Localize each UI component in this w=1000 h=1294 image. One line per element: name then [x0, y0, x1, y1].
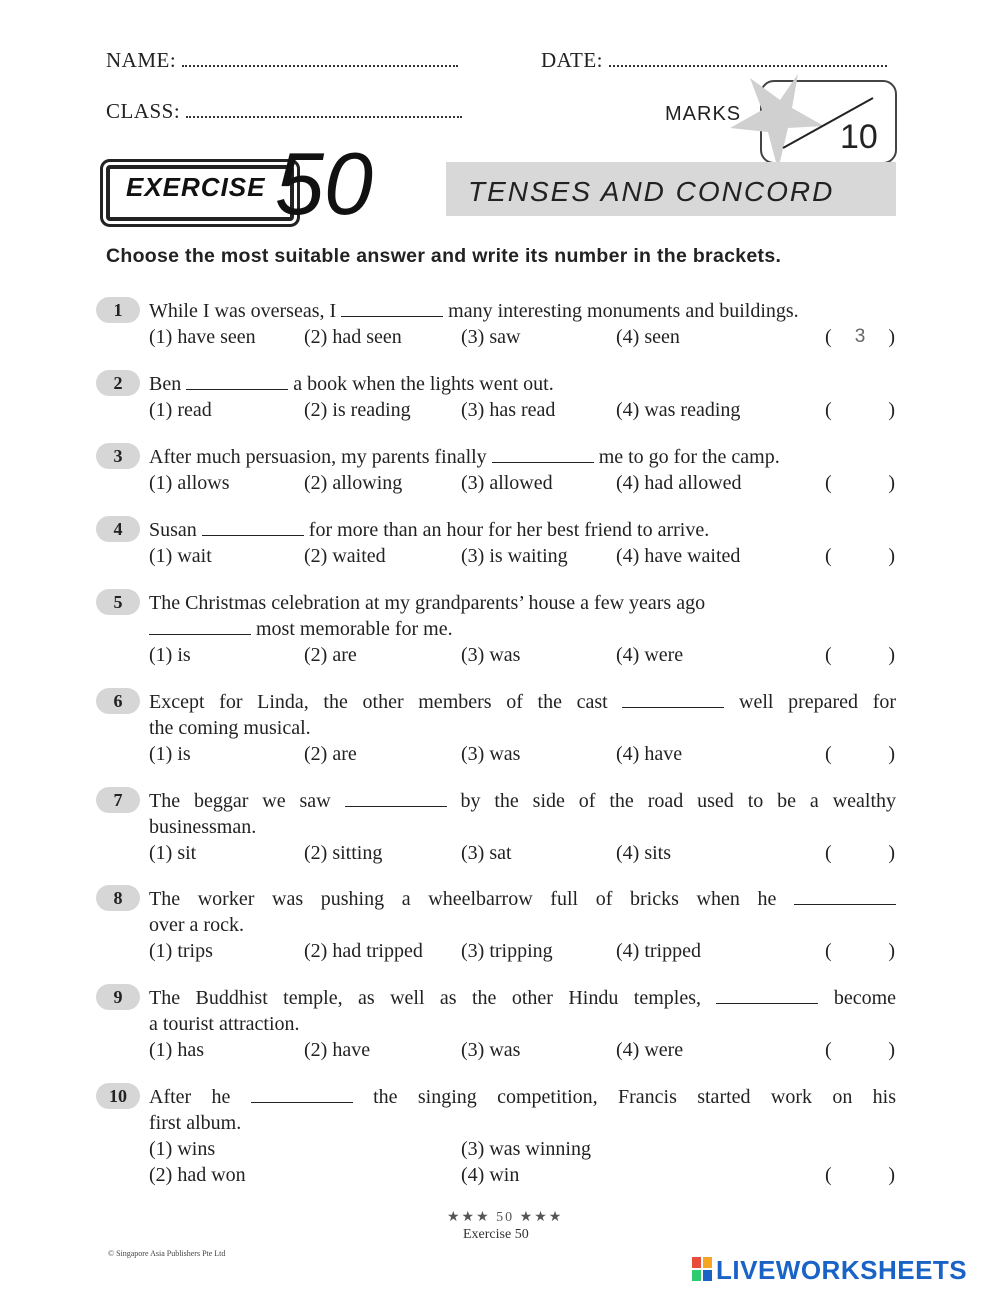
question-text-before: The Buddhist temple, as well as the other Hindu temples, [149, 987, 701, 1009]
question-number: 6 [96, 688, 140, 714]
question-text [149, 689, 896, 715]
option[interactable]: (3) was [461, 644, 521, 666]
option[interactable]: (2) had seen [304, 326, 402, 348]
question-text-after: a book when the lights went out. [293, 373, 554, 395]
option[interactable]: (3) was winning [461, 1138, 591, 1160]
question-text-before: The Christmas celebration at my grandparents’ house a few years ago [149, 592, 706, 614]
question-text-before: The beggar we saw [149, 790, 331, 812]
question-number: 3 [96, 443, 140, 469]
option[interactable]: (2) sitting [304, 842, 383, 864]
answer-blank[interactable] [492, 444, 594, 463]
instruction: Choose the most suitable answer and write its number in the brackets. [106, 245, 782, 267]
question-number: 4 [96, 516, 140, 542]
question-text [149, 371, 896, 397]
question-text-after: for more than an hour for her best friend to arrive. [308, 519, 710, 541]
question-number: 1 [96, 297, 140, 323]
question-text [149, 985, 896, 1011]
option[interactable]: (2) have [304, 1039, 371, 1061]
date-field [541, 48, 887, 73]
option[interactable]: (2) waited [304, 545, 386, 567]
option[interactable]: (4) win [461, 1164, 520, 1186]
option[interactable]: (3) sat [461, 842, 512, 864]
answer-blank[interactable] [622, 689, 724, 708]
answer-blank[interactable] [202, 517, 304, 536]
option[interactable]: (1) have seen [149, 326, 256, 348]
answer-blank[interactable] [345, 788, 447, 807]
option[interactable]: (4) seen [616, 326, 680, 348]
date-label: DATE: [541, 48, 603, 72]
option[interactable]: (1) allows [149, 472, 230, 494]
question-text-after: well prepared for [739, 691, 897, 713]
option[interactable]: (2) had tripped [304, 940, 423, 962]
marks-total: 10 [840, 118, 878, 156]
option[interactable]: (2) are [304, 644, 357, 666]
answer-blank[interactable] [186, 371, 288, 390]
question-text [149, 788, 896, 814]
option[interactable]: (4) sits [616, 842, 671, 864]
answer-blank[interactable] [716, 985, 818, 1004]
class-field [106, 99, 462, 124]
answer-blank[interactable] [341, 298, 443, 317]
question-text-before: Ben [149, 373, 182, 395]
question-text [149, 886, 896, 912]
option[interactable]: (4) was reading [616, 399, 741, 421]
marks-label: MARKS [665, 103, 742, 125]
option[interactable]: (2) is reading [304, 399, 411, 421]
class-label: CLASS: [106, 99, 181, 123]
option[interactable]: (4) had allowed [616, 472, 742, 494]
option[interactable]: (4) were [616, 644, 684, 666]
option[interactable]: (3) was [461, 1039, 521, 1061]
question-number: 10 [96, 1083, 140, 1109]
option[interactable]: (3) saw [461, 326, 521, 348]
question-number: 2 [96, 370, 140, 396]
question-text [149, 298, 896, 324]
option[interactable]: (4) were [616, 1039, 684, 1061]
footer-page-stars: ★★★ 50 ★★★ [447, 1210, 564, 1225]
question-text [149, 590, 896, 642]
question-text-before: After he [149, 1086, 231, 1108]
option[interactable]: (3) is waiting [461, 545, 568, 567]
name-field [106, 48, 458, 73]
option[interactable]: (2) allowing [304, 472, 403, 494]
option[interactable]: (4) tripped [616, 940, 701, 962]
question-text-line2: over a rock. [149, 914, 244, 936]
name-line[interactable] [182, 51, 458, 67]
option[interactable]: (2) are [304, 743, 357, 765]
question-number: 5 [96, 589, 140, 615]
question-text-line2: the coming musical. [149, 717, 311, 739]
option[interactable]: (1) trips [149, 940, 213, 962]
option[interactable]: (3) allowed [461, 472, 553, 494]
question-text-before: While I was overseas, I [149, 300, 337, 322]
topic-title: TENSES AND CONCORD [468, 176, 835, 207]
question-number: 9 [96, 984, 140, 1010]
question-text-before: After much persuasion, my parents finally [149, 446, 487, 468]
question-text-after: me to go for the camp. [598, 446, 780, 468]
question-text-after: most memorable for me. [256, 618, 453, 640]
name-label: NAME: [106, 48, 177, 72]
question-number: 8 [96, 885, 140, 911]
option[interactable]: (4) have waited [616, 545, 741, 567]
question-text-after: the singing competition, Francis started work on his [373, 1086, 897, 1108]
option[interactable]: (1) wait [149, 545, 212, 567]
question-text-after: many interesting monuments and buildings. [448, 300, 799, 322]
option[interactable]: (3) tripping [461, 940, 553, 962]
option[interactable]: (3) has read [461, 399, 556, 421]
question-text-before: Susan [149, 519, 197, 541]
option[interactable]: (1) sit [149, 842, 197, 864]
question-text-after: by the side of the road used to be a wealthy [460, 790, 897, 812]
option[interactable]: (2) had won [149, 1164, 246, 1186]
answer-blank[interactable] [794, 886, 896, 905]
question-text [149, 444, 896, 470]
question-text-before: The worker was pushing a wheelbarrow full of bricks when he [149, 888, 777, 910]
question-text-line2: first album. [149, 1112, 242, 1134]
exercise-number: 50 [275, 134, 373, 233]
class-line[interactable] [186, 102, 462, 118]
question-text-before: Except for Linda, the other members of the cast [149, 691, 608, 713]
liveworksheets-brand[interactable]: LIVEWORKSHEETS [716, 1255, 968, 1285]
option[interactable]: (1) has [149, 1039, 204, 1061]
liveworksheets-logo-icon [692, 1257, 712, 1281]
question-text-line2: businessman. [149, 816, 257, 838]
option[interactable]: (3) was [461, 743, 521, 765]
option[interactable]: (4) have [616, 743, 683, 765]
option[interactable]: (1) read [149, 399, 212, 421]
option[interactable]: (1) is [149, 644, 191, 666]
question-text [149, 517, 896, 543]
answer-blank[interactable] [149, 616, 251, 635]
answer-blank[interactable] [251, 1084, 353, 1103]
footer-exercise-label: Exercise 50 [463, 1227, 529, 1242]
copyright: © Singapore Asia Publishers Pte Ltd [108, 1249, 226, 1258]
answer-value: 3 [854, 326, 866, 347]
question-number: 7 [96, 787, 140, 813]
question-text-after: become [833, 987, 897, 1009]
question-text-line2: a tourist attraction. [149, 1013, 300, 1035]
option[interactable]: (1) wins [149, 1138, 216, 1160]
option[interactable]: (1) is [149, 743, 191, 765]
exercise-word: EXERCISE [126, 172, 266, 202]
date-line[interactable] [609, 51, 887, 67]
question-text [149, 1084, 896, 1110]
